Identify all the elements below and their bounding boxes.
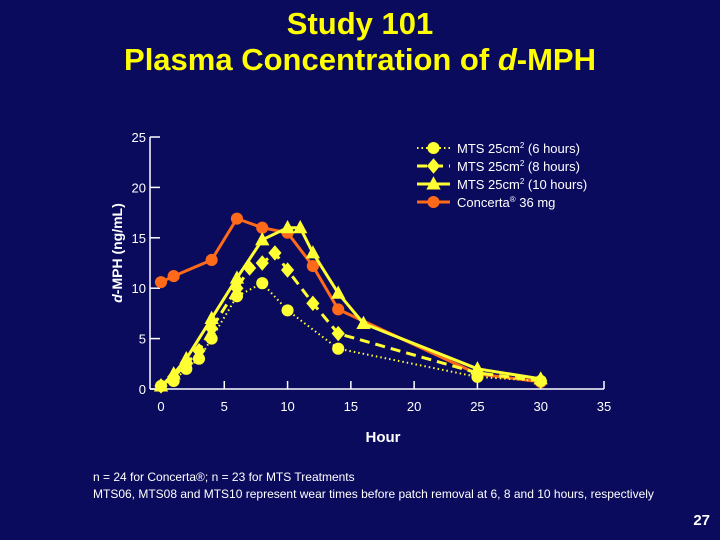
x-tick-label: 5	[220, 399, 228, 414]
data-point-circle	[206, 333, 218, 345]
legend-item-mts8	[417, 158, 580, 174]
data-point-circle	[155, 276, 167, 288]
series-line-mts8	[161, 253, 541, 386]
data-point-diamond	[243, 260, 256, 275]
legend-label-sup: 2	[519, 141, 525, 150]
legend-label-name: MTS 25cm	[457, 177, 520, 192]
data-point-circle	[193, 353, 205, 365]
y-tick-label: 10	[131, 281, 146, 297]
footnote	[93, 469, 713, 503]
legend-item-mts6	[417, 141, 580, 156]
data-point-circle	[332, 303, 344, 315]
y-tick-label: 25	[131, 130, 146, 145]
series-concerta	[155, 213, 547, 388]
title-line-2-italic: d	[497, 42, 517, 77]
y-tick-label: 0	[138, 382, 146, 397]
data-point-circle	[256, 222, 268, 234]
legend-label-name: Concerta	[457, 195, 510, 210]
x-tick-label: 25	[470, 399, 485, 414]
y-axis-label-rest: -MPH (ng/mL)	[109, 203, 125, 295]
legend-label	[457, 195, 555, 210]
data-point-circle	[206, 254, 218, 266]
footnote-line-2: MTS06, MTS08 and MTS10 represent wear times before patch removal at 6, 8 and 10 hours, respectively	[93, 487, 654, 501]
title-line-2-suffix: -MPH	[516, 42, 596, 77]
data-point-circle	[155, 380, 167, 392]
legend-label	[457, 159, 580, 174]
data-point-diamond	[427, 158, 440, 173]
y-tick-label: 15	[131, 230, 146, 246]
legend-label-tail: 36 mg	[515, 195, 556, 210]
legend-label	[457, 177, 587, 192]
x-tick-label: 0	[157, 399, 165, 414]
legend-label-sup: 2	[519, 177, 525, 186]
data-point-circle	[168, 375, 180, 387]
legend-label-tail: (8 hours)	[524, 159, 580, 174]
data-point-triangle	[306, 245, 320, 258]
x-tick-label: 35	[596, 399, 612, 414]
legend-label-tail: (10 hours)	[524, 177, 588, 192]
slide-number: 27	[693, 512, 710, 529]
data-point-circle	[332, 343, 344, 355]
y-tick-label: 20	[131, 180, 146, 196]
title-line-2-prefix: Plasma Concentration of	[124, 42, 498, 77]
title-line-1: Study 101	[286, 6, 434, 41]
legend-label-sup: 2	[519, 159, 525, 168]
data-point-circle	[427, 196, 439, 208]
data-point-circle	[180, 363, 192, 375]
data-point-circle	[231, 213, 243, 225]
chart-legend	[417, 141, 587, 210]
legend-label-name: MTS 25cm	[457, 141, 520, 156]
data-point-circle	[427, 142, 439, 154]
x-tick-label: 30	[533, 399, 548, 414]
legend-label-tail: (6 hours)	[524, 141, 580, 156]
data-point-circle	[471, 371, 483, 383]
x-tick-label: 15	[343, 399, 359, 414]
data-point-circle	[535, 375, 547, 387]
footnote-line-1: n = 24 for Concerta®; n = 23 for MTS Treatments	[93, 470, 355, 484]
y-tick-label: 5	[138, 331, 146, 347]
data-point-circle	[256, 277, 268, 289]
x-tick-label: 20	[406, 399, 422, 414]
y-axis-label-italic: d	[109, 294, 125, 303]
legend-label-name: MTS 25cm	[457, 159, 520, 174]
series-mts10	[154, 220, 548, 391]
x-tick-label: 10	[280, 399, 295, 414]
chart-series-layer	[154, 213, 548, 394]
legend-label-sup: ®	[509, 195, 516, 204]
legend-item-concerta	[417, 195, 555, 210]
y-axis-label	[109, 203, 125, 303]
data-point-circle	[282, 304, 294, 316]
legend-label	[457, 141, 580, 156]
data-point-circle	[168, 270, 180, 282]
x-axis-label: Hour	[365, 429, 401, 446]
series-line-concerta	[161, 219, 541, 382]
legend-item-mts10	[417, 176, 587, 192]
data-point-circle	[231, 290, 243, 302]
